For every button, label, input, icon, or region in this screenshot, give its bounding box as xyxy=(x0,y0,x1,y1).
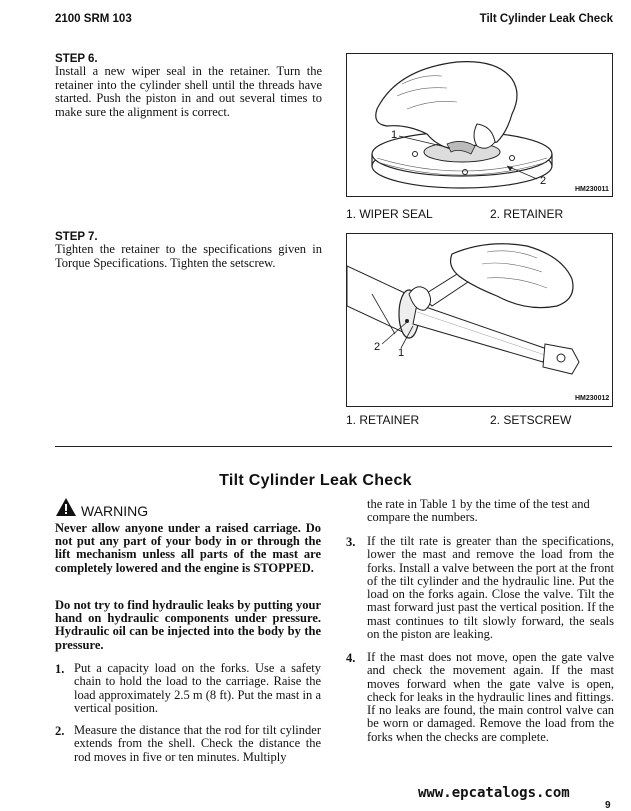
caption-2: 2. SETSCREW xyxy=(490,413,572,427)
procedure-step-2: Measure the distance that the rod for tilt cylinder extends from the shell. Check the distance the rod moves in five or ten minutes. Multiply xyxy=(74,723,321,764)
warning-paragraph-2: Do not try to find hydraulic leaks by putting your hand on hydraulic components under pressure. Hydraulic oil can be injected into the body by the pressure. xyxy=(55,598,321,652)
procedure-step-4: If the mast does not move, open the gate valve and check the movement again. If the mast moves forward when the gate valve is open, check for leaks in the hydraulic lines and fittings. If no leaks are found, the main control valve can be worn or damaged. Remove the load from the forks when the checks are complete. xyxy=(367,650,614,744)
callout-1: 1 xyxy=(391,129,398,141)
retainer-setscrew-illustration xyxy=(347,234,612,406)
procedure-step-3: If the tilt rate is greater than the specifications, lower the mast and remove the load from the forks. Install a valve between the port at the front of the tilt cylinder and the hydraulic line. Put the load on the forks again. Close the valve. Tilt the mast forward just past the vertical position. If the mast continues to tilt slowly forward, the seals on the piston are leaking. xyxy=(367,534,614,642)
caption-1: 1. RETAINER xyxy=(346,413,420,427)
step-2-continuation: the rate in Table 1 by the time of the test and compare the numbers. xyxy=(367,497,590,525)
header-title-left: 2100 SRM 103 xyxy=(55,13,132,25)
callout-2: 2 xyxy=(540,175,547,187)
step7-title: STEP 7. xyxy=(55,231,98,243)
step6-title: STEP 6. xyxy=(55,53,98,65)
step6-figure xyxy=(346,53,613,197)
caption-1: 1. WIPER SEAL xyxy=(346,207,433,221)
wiper-seal-illustration xyxy=(347,54,612,196)
step-number: 2. xyxy=(55,724,65,738)
step7-text: Tighten the retainer to the specifications given in Torque Specifications. Tighten the setscrew. xyxy=(55,242,322,270)
step-number: 4. xyxy=(346,651,356,665)
warning-triangle-icon xyxy=(55,497,77,517)
procedure-step-1: Put a capacity load on the forks. Use a safety chain to hold the load to the carriage. Raise the load approximately 2.5 m (8 ft). Put the mast in a vertical position. xyxy=(74,661,321,715)
page-number: 9 xyxy=(605,800,611,811)
header-title-right: Tilt Cylinder Leak Check xyxy=(479,13,613,25)
figure-code: HM230012 xyxy=(575,395,610,402)
callout-1: 1 xyxy=(398,347,405,359)
step-number: 1. xyxy=(55,662,65,676)
section-title: Tilt Cylinder Leak Check xyxy=(219,472,412,489)
callout-2: 2 xyxy=(374,341,381,353)
section-divider xyxy=(55,446,612,447)
figure-code: HM230011 xyxy=(575,186,609,193)
warning-paragraph-1: Never allow anyone under a raised carriage. Do not put any part of your body in or through the lift mechanism unless all parts of the mast are completely lowered and the engine is STOPPED. xyxy=(55,521,321,575)
step-number: 3. xyxy=(346,535,356,549)
step6-text: Install a new wiper seal in the retainer. Turn the retainer into the cylinder shell until the threads have started. Push the piston in and out several times to make sure the alignment is correct. xyxy=(55,64,322,119)
step7-figure xyxy=(346,233,613,407)
warning-label: WARNING xyxy=(81,503,149,519)
caption-2: 2. RETAINER xyxy=(490,207,564,221)
footer-website: www.epcatalogs.com xyxy=(418,785,570,801)
